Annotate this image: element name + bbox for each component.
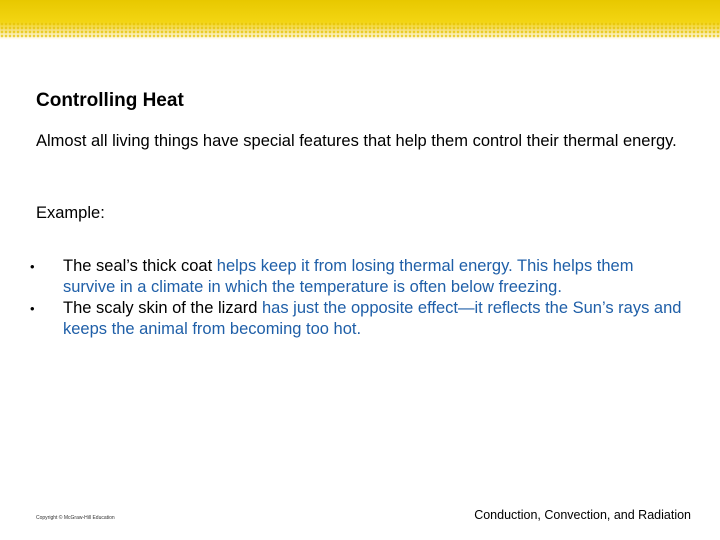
bullet-highlight-text: has just the opposite effect—it reflects the Sun’s rays and keeps the animal from becoming too hot. — [63, 299, 682, 338]
bullet-plain-text: The scaly skin of the lizard — [63, 299, 262, 317]
example-bullet-list — [30, 256, 690, 340]
slide-title: Controlling Heat — [36, 90, 184, 111]
bullet-highlight-text: helps keep it from losing thermal energy. This helps them survive in a climate in which the temperature is often below freezing. — [63, 257, 634, 296]
top-decorative-band — [0, 0, 720, 40]
copyright-notice: Copyright © McGraw-Hill Education — [36, 515, 115, 521]
bullet-item-lizard — [30, 298, 690, 340]
example-label: Example: — [36, 204, 105, 222]
bullet-dot-icon: • — [30, 301, 35, 316]
bullet-plain-text: The seal’s thick coat — [63, 257, 217, 275]
intro-text: Almost all living things have special features that help them control their thermal energy. — [36, 132, 677, 150]
bullet-item-seal — [30, 256, 690, 298]
footer-section-title: Conduction, Convection, and Radiation — [474, 508, 691, 522]
bullet-dot-icon: • — [30, 259, 35, 274]
